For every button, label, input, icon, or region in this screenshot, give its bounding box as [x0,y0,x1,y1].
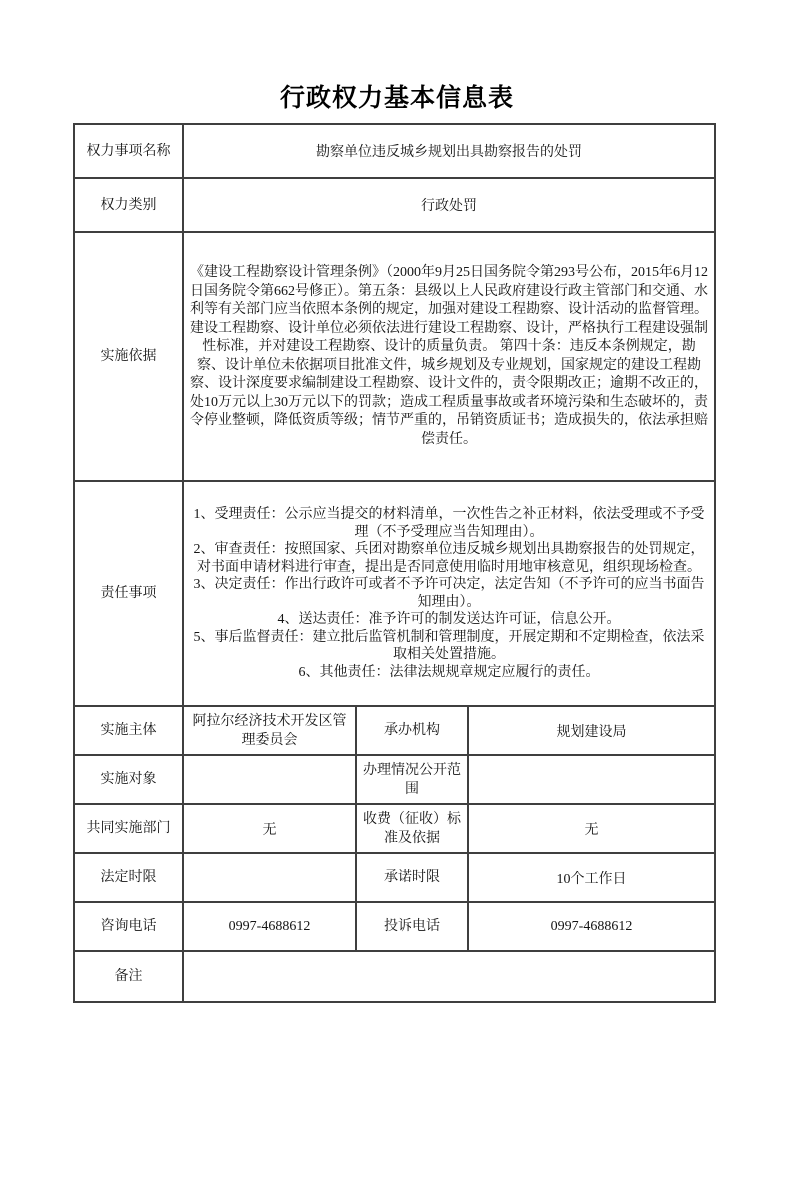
info-table [73,123,716,1003]
duty-item: 2、审查责任：按照国家、兵团对勘察单位违反城乡规划出具勘察报告的处罚规定，对书面申请材料进行审查，提出是否同意使用临时用地审核意见，组织现场检查。 [193,542,705,575]
fee-standard-value: 无 [468,804,715,853]
promised-limit-value: 10个工作日 [468,853,715,902]
row-remark [74,951,715,1002]
inquiry-phone-value: 0997-4688612 [183,902,356,951]
complaint-phone-value: 0997-4688612 [468,902,715,951]
disclosure-scope-value [468,755,715,804]
disclosure-scope-label: 办理情况公开范围 [356,755,468,804]
item-name-label: 权力事项名称 [74,124,183,178]
basis-value: 《建设工程勘察设计管理条例》（2000年9月25日国务院令第293号公布，2015年6月12日国务院令第662号修正）。第五条：县级以上人民政府建设行政主管部门和交通、水利等有关部门应当依照本条例的规定，加强对建设工程勘察、设计活动的监督管理。建设工程勘察、设计单位必须依法进行建设工程勘察、设计，严格执行工程建设强制性标准，并对建设工程勘察、设计的质量负责。 第四十条：违反本条例规定，勘察、设计单位未依据项目批准文件，城乡规划及专业规划，国家规定的建设工程勘察、设计深度要求编制建设工程勘察、设计文件的，责令限期改正；逾期不改正的，处10万元以上30万元以下的罚款；造成工程质量事故或者环境污染和生态破坏的，责令停业整顿，降低资质等级；情节严重的，吊销资质证书；造成损失的，依法承担赔偿责任。 [183,232,715,481]
item-name-value: 勘察单位违反城乡规划出具勘察报告的处罚 [183,124,715,178]
promised-limit-label: 承诺时限 [356,853,468,902]
handling-org-label: 承办机构 [356,706,468,755]
inquiry-phone-label: 咨询电话 [74,902,183,951]
duty-value [183,481,715,706]
remark-value [183,951,715,1002]
duty-item: 5、事后监督责任：建立批后监管机制和管理制度，开展定期和不定期检查，依法采取相关处置措施。 [193,629,705,662]
implementer-label: 实施主体 [74,706,183,755]
joint-dept-label: 共同实施部门 [74,804,183,853]
duty-item: 6、其他责任：法律法规规章规定应履行的责任。 [298,664,600,680]
target-label: 实施对象 [74,755,183,804]
row-item-name [74,124,715,178]
basis-label: 实施依据 [74,232,183,481]
row-implementer [74,706,715,755]
category-value: 行政处罚 [183,178,715,232]
legal-limit-label: 法定时限 [74,853,183,902]
row-duty [74,481,715,706]
row-basis [74,232,715,481]
duty-label: 责任事项 [74,481,183,706]
row-joint [74,804,715,853]
joint-dept-value: 无 [183,804,356,853]
duty-item: 4、送达责任：准予许可的制发送达许可证，信息公开。 [277,612,621,627]
row-category [74,178,715,232]
row-target [74,755,715,804]
remark-label: 备注 [74,951,183,1002]
category-label: 权力类别 [74,178,183,232]
duty-item: 3、决定责任：作出行政许可或者不予许可决定，法定告知（不予许可的应当书面告知理由）。 [193,577,705,610]
target-value [183,755,356,804]
handling-org-value: 规划建设局 [468,706,715,755]
legal-limit-value [183,853,356,902]
row-phone [74,902,715,951]
row-time-limit [74,853,715,902]
duty-item: 1、受理责任：公示应当提交的材料清单，一次性告之补正材料，依法受理或不予受理（不予受理应当告知理由）。 [193,507,705,540]
implementer-value: 阿拉尔经济技术开发区管理委员会 [183,706,356,755]
page-title: 行政权力基本信息表 [279,85,514,112]
complaint-phone-label: 投诉电话 [356,902,468,951]
fee-standard-label: 收费（征收）标准及依据 [356,804,468,853]
